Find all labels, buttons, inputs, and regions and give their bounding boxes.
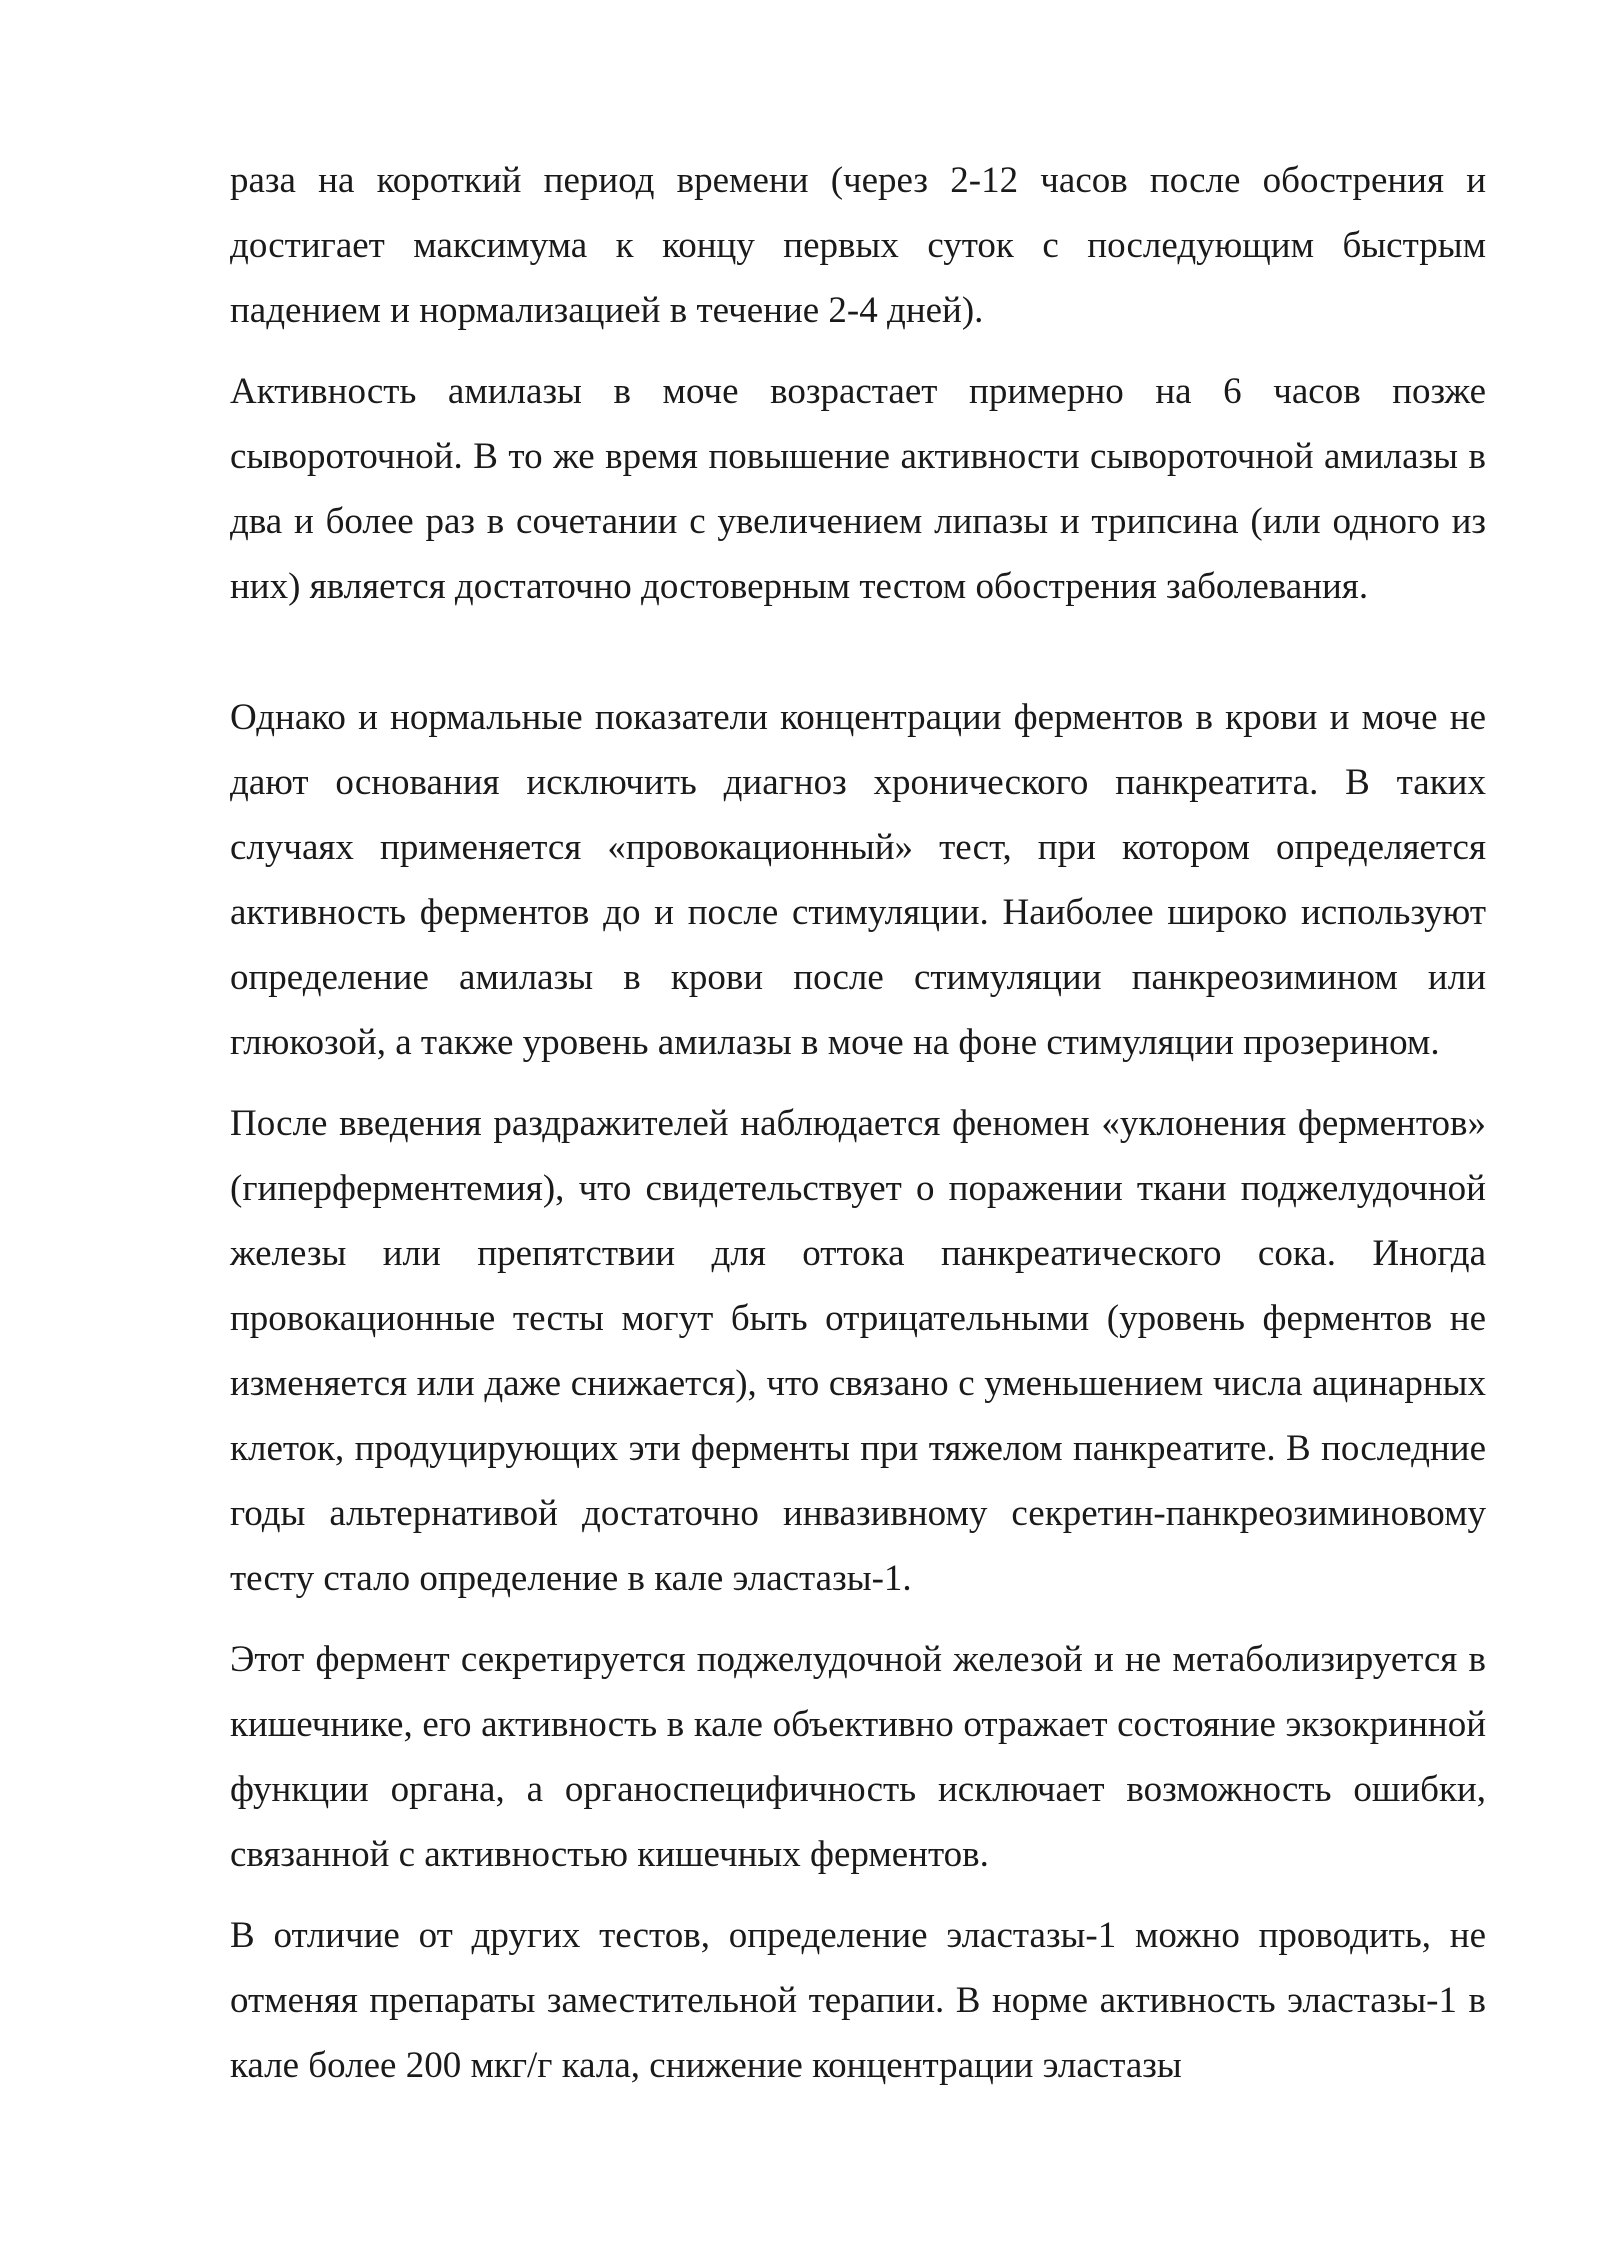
document-body	[230, 148, 1486, 2098]
paragraph-1: раза на короткий период времени (через 2-12 часов после обострения и достигает максимума к концу первых суток с последующим быстрым падением и нормализацией в течение 2-4 дней).	[230, 160, 1486, 331]
paragraph-3: Однако и нормальные показатели концентрации ферментов в крови и моче не дают основания исключить диагноз хронического панкреатита. В таких случаях применяется «провокационный» тест, при котором определяется активность ферментов до и после стимуляции. Наиболее широко используют определение амилазы в крови после стимуляции панкреозимином или глюкозой, а также уровень амилазы в моче на фоне стимуляции прозерином.	[230, 697, 1486, 1063]
paragraph-4: После введения раздражителей наблюдается феномен «уклонения ферментов» (гиперферментемия), что свидетельствует о поражении ткани поджелудочной железы или препятствии для оттока панкреатического сока. Иногда провокационные тесты могут быть отрицательными (уровень ферментов не изменяется или даже снижается), что связано с уменьшением числа ацинарных клеток, продуцирующих эти ферменты при тяжелом панкреатите. В последние годы альтернативой достаточно инвазивному секретин-панкреозиминовому тесту стало определение в кале эластазы-1.	[230, 1103, 1486, 1599]
paragraph-2: Активность амилазы в моче возрастает примерно на 6 часов позже сывороточной. В то же время повышение активности сывороточной амилазы в два и более раз в сочетании с увеличением липазы и трипсина (или одного из них) является достаточно достоверным тестом обострения заболевания.	[230, 371, 1486, 607]
paragraph-6: В отличие от других тестов, определение эластазы-1 можно проводить, не отменяя препараты заместительной терапии. В норме активность эластазы-1 в кале более 200 мкг/г кала, снижение концентрации эластазы	[230, 1915, 1486, 2086]
paragraph-5: Этот фермент секретируется поджелудочной железой и не метаболизируется в кишечнике, его активность в кале объективно отражает состояние экзокринной функции органа, а органоспецифичность исключает возможность ошибки, связанной с активностью кишечных ферментов.	[230, 1639, 1486, 1875]
